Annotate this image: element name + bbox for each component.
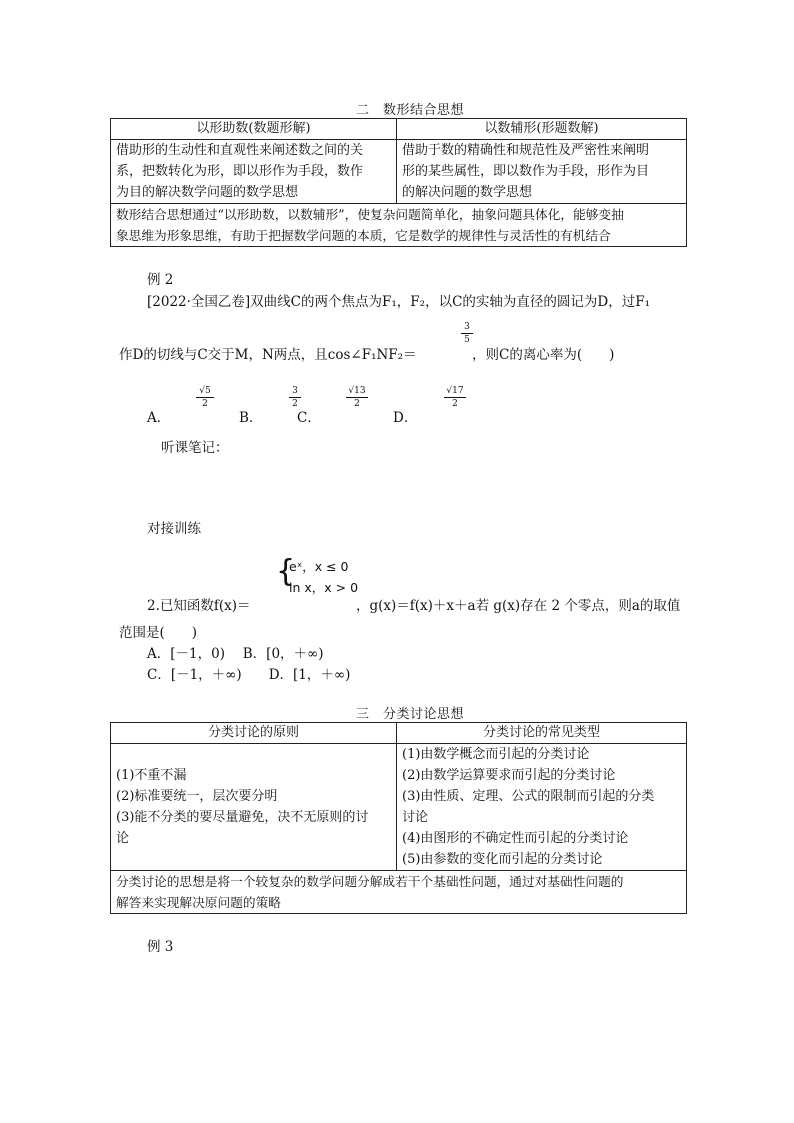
piecewise-case-2: ln x，x > 0: [289, 580, 359, 595]
section3-right-cell: [397, 744, 687, 871]
section3-summary: [111, 871, 687, 914]
text-line: 解答来实现解决原问题的策略: [116, 895, 281, 910]
practice-question-prefix: 2.已知函数f(x)＝: [147, 598, 251, 614]
text-line: 讨论: [402, 810, 429, 825]
text-line: (1)不重不漏: [116, 768, 187, 783]
practice-question-suffix: ，g(x)＝f(x)＋x＋a若 g(x)存在 2 个零点，则a的取值: [356, 598, 681, 614]
text-line: (2)由数学运算要求而引起的分类讨论: [402, 768, 616, 783]
option-a-label[interactable]: A．: [147, 410, 171, 426]
lecture-notes-label: 听课笔记：: [161, 440, 229, 456]
section2-left-cell: [111, 140, 397, 204]
piecewise-case-1: eˣ，x ≤ 0: [289, 559, 349, 574]
example2-question-line1: [2022·全国乙卷]双曲线C的两个焦点为F₁，F₂，以C的实轴为直径的圆记为D，过F₁: [147, 294, 650, 310]
option-d-label[interactable]: D．: [393, 410, 418, 426]
text-line: 象思维为形象思维，有助于把握数学问题的本质，它是数学的规律性与灵活性的有机结合: [116, 228, 611, 243]
fraction-denominator: 2: [452, 399, 458, 409]
section3-left-header: 分类讨论的原则: [111, 723, 397, 744]
text-line: (4)由图形的不确定性而引起的分类讨论: [402, 831, 629, 846]
text-line: 形的某些属性，即以数作为手段，形作为目: [402, 164, 650, 179]
text-line: 系，把数转化为形，即以形作为手段，数作: [116, 164, 364, 179]
text-line: 借助形的生动性和直观性来阐述数之间的关: [116, 143, 364, 158]
practice-options-line1[interactable]: A．[－1，0) B．[0，＋∞): [147, 646, 324, 662]
section2-right-header: 以数辅形(形题数解): [397, 119, 687, 140]
cos-fraction: [461, 322, 473, 345]
section3-left-cell: [111, 744, 397, 871]
text-line: 为目的解决数学问题的数学思想: [116, 185, 299, 200]
text-line: (1)由数学概念而引起的分类讨论: [402, 747, 590, 762]
example2-label: 例 2: [147, 272, 174, 288]
text-line: 的解决问题的数学思想: [402, 185, 533, 200]
practice-options-line2[interactable]: C．[－1，＋∞) D．[1，＋∞): [147, 667, 351, 683]
fraction-numerator: √17: [446, 386, 464, 396]
option-b-label[interactable]: B．: [239, 410, 263, 426]
option-c-label[interactable]: C．: [297, 410, 321, 426]
practice-title: 对接训练: [147, 521, 201, 537]
fraction-numerator: 3: [464, 322, 470, 332]
section2-summary: [111, 204, 687, 247]
fraction-denominator: 2: [202, 399, 208, 409]
text-line: (2)标准要统一，层次要分明: [116, 789, 278, 804]
section3-title: 三 分类讨论思想: [356, 707, 465, 722]
section2-left-header: 以形助数(数题形解): [111, 119, 397, 140]
section2-right-cell: [397, 140, 687, 204]
text-line: 数形结合思想通过“以形助数，以数辅形”，使复杂问题简单化，抽象问题具体化，能够变抽: [116, 207, 624, 222]
text-line: 论: [116, 831, 130, 846]
piecewise-brace: {: [276, 554, 296, 589]
option-c-value[interactable]: [346, 386, 368, 409]
text-line: 借助于数的精确性和规范性及严密性来阐明: [402, 143, 650, 158]
example3-label: 例 3: [147, 939, 174, 955]
text-line: 分类讨论的思想是将一个较复杂的数学问题分解成若干个基础性问题，通过对基础性问题的: [116, 874, 624, 889]
section3-right-header: 分类讨论的常见类型: [397, 723, 687, 744]
fraction-denominator: 5: [464, 335, 470, 345]
fraction-denominator: 2: [354, 399, 360, 409]
option-a-value[interactable]: [196, 386, 214, 409]
text-line: (3)能不分类的要尽量避免，决不无原则的讨: [116, 810, 369, 825]
fraction-denominator: 2: [292, 399, 298, 409]
section3-table: [110, 722, 687, 914]
text-line: (5)由参数的变化而引起的分类讨论: [402, 852, 603, 867]
fraction-numerator: √13: [348, 386, 366, 396]
example2-question-line2b: ，则C的离心率为( ): [472, 347, 615, 363]
practice-question-line2: 范围是( ): [119, 625, 198, 641]
fraction-numerator: 3: [292, 386, 298, 396]
section2-title: 二 数形结合思想: [356, 103, 465, 118]
example2-question-line2a: 作D的切线与C交于M，N两点，且cos∠F₁NF₂＝: [119, 347, 417, 363]
section2-table: [110, 118, 687, 247]
text-line: (3)由性质、定理、公式的限制而引起的分类: [402, 789, 655, 804]
fraction-numerator: √5: [199, 386, 211, 396]
option-d-value[interactable]: [444, 386, 466, 409]
